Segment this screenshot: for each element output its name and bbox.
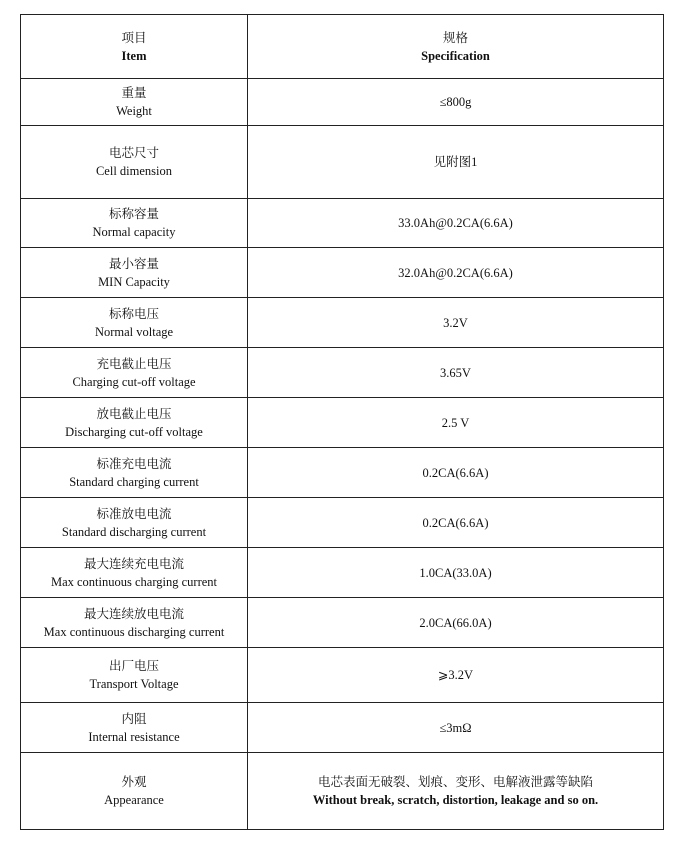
item-label-en: Cell dimension — [95, 164, 173, 178]
item-label-en: Normal voltage — [94, 324, 174, 339]
item-label-en: Normal capacity — [92, 225, 176, 239]
item-label-zh: 标准充电电流 — [96, 456, 172, 471]
item-label-en: Charging cut-off voltage — [72, 374, 196, 389]
item-label-en: Standard discharging current — [61, 524, 207, 539]
value-cell: 33.0Ah@0.2CA(6.6A) — [248, 199, 664, 248]
table-row — [21, 648, 664, 703]
spec-header-zh: 规格 — [442, 30, 468, 45]
item-header-zh: 项目 — [121, 30, 147, 45]
item-cell — [21, 199, 248, 248]
item-cell — [21, 548, 248, 598]
item-cell — [21, 126, 248, 199]
value-cell: 0.2CA(6.6A) — [248, 498, 664, 548]
value-cell: 1.0CA(33.0A) — [248, 548, 664, 598]
table-row — [21, 348, 664, 398]
value-cell: 32.0Ah@0.2CA(6.6A) — [248, 248, 664, 298]
value-cell: ≤3mΩ — [248, 703, 664, 753]
spec-header-en: Specification — [421, 48, 490, 63]
table-row — [21, 126, 664, 199]
table-row — [21, 753, 664, 830]
table-row — [21, 79, 664, 126]
item-label-zh: 放电截止电压 — [96, 406, 172, 421]
item-cell — [21, 448, 248, 498]
item-label-en: Appearance — [104, 793, 164, 807]
item-cell — [21, 648, 248, 703]
value-cell: 2.0CA(66.0A) — [248, 598, 664, 648]
item-label-en: Internal resistance — [88, 729, 180, 744]
table-row — [21, 298, 664, 348]
table-row — [21, 498, 664, 548]
item-label-en: Discharging cut-off voltage — [65, 424, 203, 439]
item-label-zh: 外观 — [121, 775, 147, 789]
item-label-zh: 标称电压 — [108, 306, 159, 321]
item-label-zh: 最大连续放电电流 — [83, 606, 184, 621]
item-label-en: MIN Capacity — [98, 274, 170, 289]
item-cell — [21, 753, 248, 830]
table-row — [21, 598, 664, 648]
value-cell: ≤800g — [248, 79, 664, 126]
item-cell — [21, 248, 248, 298]
value-cell — [248, 753, 664, 830]
item-label-zh: 最小容量 — [108, 256, 159, 271]
item-header-en: Item — [121, 48, 147, 63]
item-cell — [21, 703, 248, 753]
item-cell — [21, 398, 248, 448]
appearance-value-zh: 电芯表面无破裂、划痕、变形、电解液泄露等缺陷 — [317, 775, 593, 789]
item-cell — [21, 598, 248, 648]
item-label-zh: 出厂电压 — [108, 659, 159, 673]
item-label-zh: 最大连续充电电流 — [83, 556, 184, 571]
appearance-value-en: Without break, scratch, distortion, leakage and so on. — [312, 793, 599, 807]
item-label-zh: 标称容量 — [108, 207, 159, 221]
value-cell: 2.5 V — [248, 398, 664, 448]
table-row — [21, 398, 664, 448]
spec-header-cell — [248, 15, 664, 79]
item-cell — [21, 348, 248, 398]
item-label-zh: 重量 — [121, 86, 147, 100]
item-label-en: Weight — [116, 104, 152, 118]
table-row — [21, 248, 664, 298]
value-cell: 3.65V — [248, 348, 664, 398]
item-label-zh: 内阻 — [121, 711, 147, 726]
item-cell — [21, 298, 248, 348]
item-label-zh: 电芯尺寸 — [108, 146, 159, 160]
item-cell — [21, 79, 248, 126]
item-label-zh: 充电截止电压 — [96, 356, 172, 371]
value-cell: 见附图1 — [248, 126, 664, 199]
item-label-en: Max continuous discharging current — [43, 624, 225, 639]
item-label-zh: 标准放电电流 — [96, 506, 172, 521]
value-cell: 0.2CA(6.6A) — [248, 448, 664, 498]
item-label-en: Transport Voltage — [89, 677, 179, 691]
table-row — [21, 703, 664, 753]
table-row — [21, 199, 664, 248]
table-row — [21, 448, 664, 498]
value-cell: ⩾3.2V — [248, 648, 664, 703]
item-cell — [21, 498, 248, 548]
item-label-en: Standard charging current — [69, 474, 199, 489]
table-header-row — [21, 15, 664, 79]
table-row — [21, 548, 664, 598]
item-header-cell — [21, 15, 248, 79]
value-cell: 3.2V — [248, 298, 664, 348]
specification-table — [20, 14, 664, 830]
item-label-en: Max continuous charging current — [50, 574, 218, 589]
